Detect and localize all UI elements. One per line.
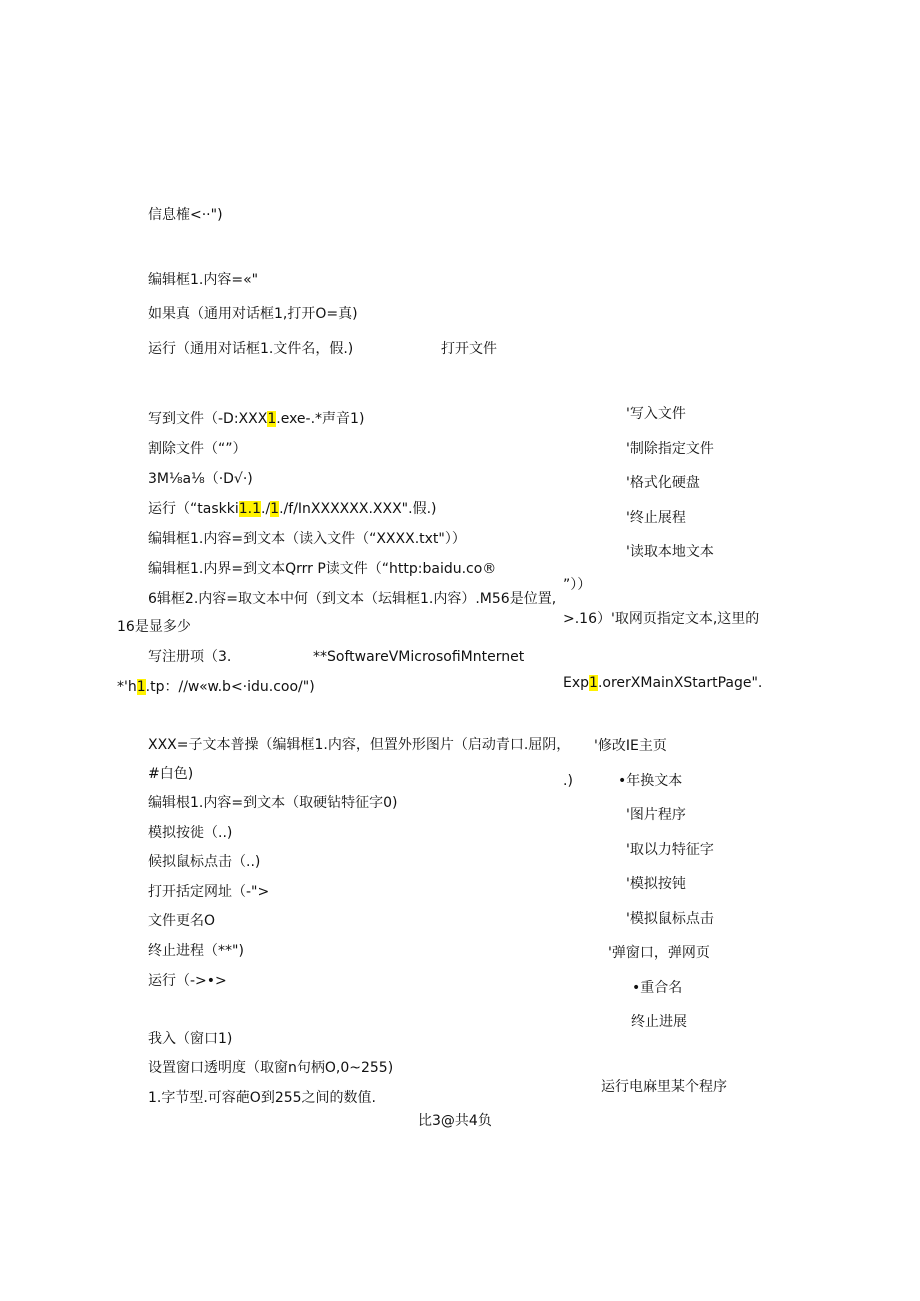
comment-format-disk: '格式化硬盘 bbox=[626, 475, 700, 491]
text-line-12: 16是显多少 bbox=[117, 619, 191, 635]
page-footer: 比3@共4负 bbox=[418, 1113, 492, 1129]
text-line-24: 我入（窗口1) bbox=[148, 1031, 233, 1047]
comment-stop-process: '终止展程 bbox=[626, 510, 686, 526]
text-line-22: 终止进程（**") bbox=[148, 943, 244, 959]
text-line-6: 割除文件（“”） bbox=[148, 441, 247, 457]
text-line-1: 信息榷<··") bbox=[148, 207, 223, 223]
text-line-15: XXX=子文本普操（编辑框1.内容，但置外形图片（启动青口.屈阴， bbox=[148, 737, 571, 753]
text-line-17: 编辑根1.内容=到文本（取硬钻特征字0) bbox=[148, 795, 398, 811]
text-line-2: 编辑框1.内容=«" bbox=[148, 272, 259, 288]
text-line-26: 1.字节型.可容葩O到255之间的数值. bbox=[148, 1090, 376, 1106]
comment-run-program: 运行电麻里某个程序 bbox=[601, 1079, 727, 1095]
comment-delete-file: '制除指定文件 bbox=[626, 441, 714, 457]
text-line-14-right: Exp1.orerXMainXStartPage". bbox=[563, 675, 763, 691]
comment-read-text: '读取本地文本 bbox=[626, 544, 714, 560]
text-line-20: 打开括定网址（-"> bbox=[148, 884, 270, 900]
comment-popup-window: '弹窗口，弹网页 bbox=[608, 945, 710, 961]
text-line-16: #白色) bbox=[148, 766, 194, 782]
text-line-19: 候拟鼠标点击（..) bbox=[148, 854, 261, 870]
text-line-18: 模拟按徙（..) bbox=[148, 825, 233, 841]
comment-image-program: '图片程序 bbox=[626, 807, 686, 823]
text-line-25: 设置窗口透明度（取窗n句柄O,0~255) bbox=[148, 1060, 394, 1076]
text-line-13b: **SoftwareVMicrosofiMnternet bbox=[313, 649, 525, 665]
text-line-14: *'h1.tp：//w«w.b<·idu.coo/") bbox=[117, 679, 315, 695]
text-line-10-end: ”）） bbox=[563, 577, 592, 593]
text-line-7: 3M⅛a⅛（·D√·) bbox=[148, 471, 253, 487]
text-line-21: 文件更名O bbox=[148, 913, 216, 929]
text-line-23: 运行（->•> bbox=[148, 973, 227, 989]
comment-rename: •重合名 bbox=[632, 980, 683, 996]
comment-open-file: 打开文件 bbox=[441, 341, 497, 357]
text-line-3: 如果真（通用对话框1,打开O=真) bbox=[148, 306, 358, 322]
comment-simulate-click: '模拟鼠标点击 bbox=[626, 911, 714, 927]
comment-simulate-key: '模拟按钝 bbox=[626, 876, 686, 892]
text-line-11: 6辑框2.内容=取文本中何（到文本（坛辑框1.内容）.M56是位置, bbox=[148, 591, 557, 607]
comment-modify-homepage: '修改IE主页 bbox=[594, 738, 667, 754]
text-line-10: 编辑框1.内界=到文本Qrrr P读文件（“http:baidu.co® bbox=[148, 561, 497, 577]
comment-write-file: '写入文件 bbox=[626, 406, 686, 422]
comment-get-feature: '取以力特征字 bbox=[626, 842, 714, 858]
text-line-5: 写到文件（-D:XXX1.exe-.*声音1) bbox=[148, 411, 365, 427]
text-line-4: 运行（通用对话框1.文件名，假.) bbox=[148, 341, 354, 357]
text-line-9: 编辑框1.内容=到文本（读入文件（“XXXX.txt"）） bbox=[148, 531, 466, 547]
text-line-13a: 写注册项（3. bbox=[148, 649, 232, 665]
text-line-16-right: .) bbox=[563, 773, 573, 789]
text-line-8: 运行（“taskki1.1./1./f/InXXXXXX.XXX".假.) bbox=[148, 501, 437, 517]
comment-fetch-web-text: >.16）'取网页指定文本,这里的 bbox=[563, 611, 760, 627]
comment-stop-process-2: 终止进展 bbox=[631, 1014, 687, 1030]
comment-replace-text: •年换文本 bbox=[618, 773, 683, 789]
